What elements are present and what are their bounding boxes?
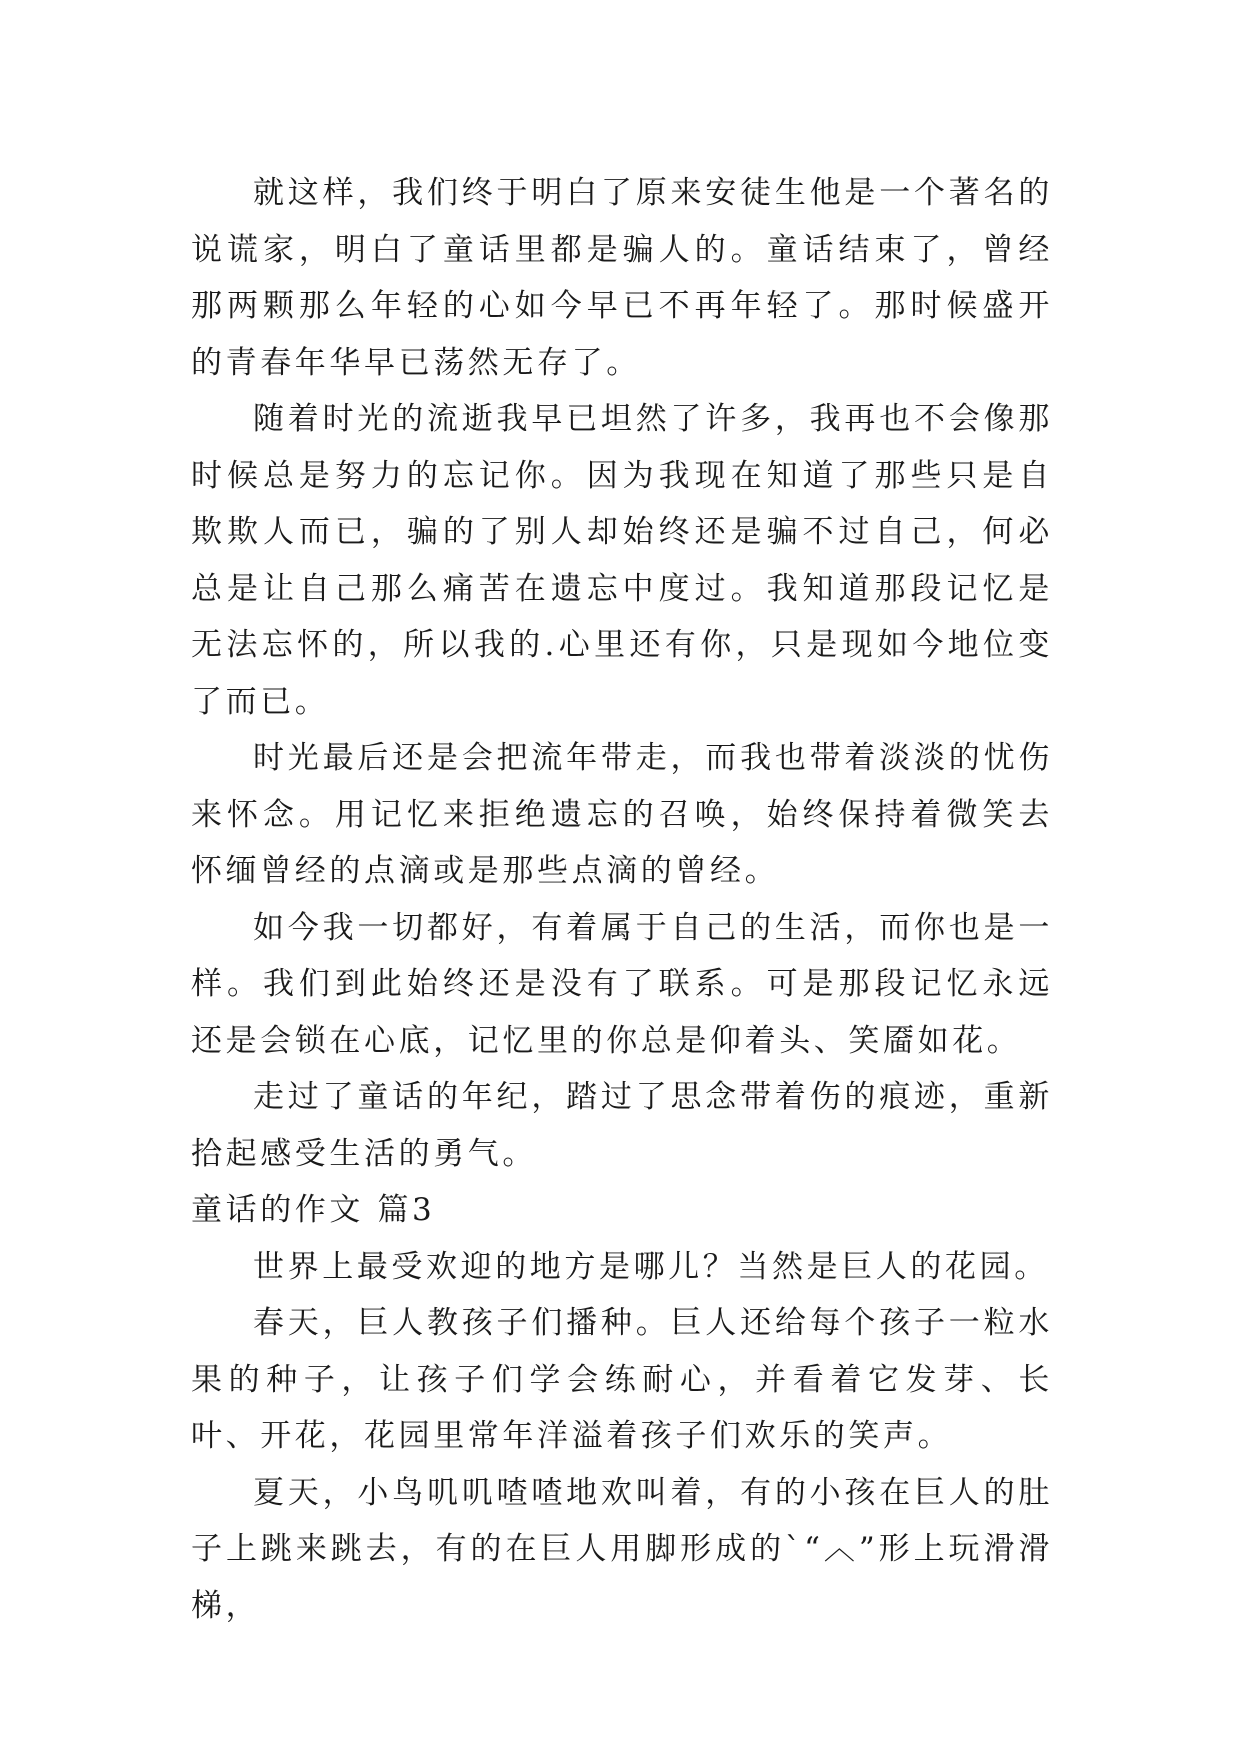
paragraph: 如今我一切都好，有着属于自己的生活，而你也是一样。我们到此始终还是没有了联系。可是那段记忆永远还是会锁在心底，记忆里的你总是仰着头、笑靥如花。 <box>191 909 1053 1059</box>
paragraph: 时光最后还是会把流年带走，而我也带着淡淡的忧伤来怀念。用记忆来拒绝遗忘的召唤，始终保持着微笑去怀缅曾经的点滴或是那些点滴的曾经。 <box>191 740 1053 889</box>
paragraph: 世界上最受欢迎的地方是哪儿？当然是巨人的花园。 <box>253 1248 1049 1285</box>
paragraph: 夏天，小鸟叽叽喳喳地欢叫着，有的小孩在巨人的肚子上跳来跳去，有的在巨人用脚形成的`“︿”形上玩滑滑梯， <box>191 1474 1053 1624</box>
document-body <box>191 165 1053 1634</box>
paragraph: 就这样，我们终于明白了原来安徒生他是一个著名的说谎家，明白了童话里都是骗人的。童话结束了，曾经那两颗那么年轻的心如今早已不再年轻了。那时候盛开的青春年华早已荡然无存了。 <box>191 175 1053 381</box>
section-heading: 童话的作文 篇3 <box>191 1192 436 1228</box>
paragraph: 随着时光的流逝我早已坦然了许多，我再也不会像那时候总是努力的忘记你。因为我现在知道了那些只是自欺欺人而已，骗的了别人却始终还是骗不过自己，何必总是让自己那么痛苦在遗忘中度过。我知道那段记忆是无法忘怀的，所以我的.心里还有你，只是现如今地位变了而已。 <box>191 401 1053 720</box>
paragraph: 春天，巨人教孩子们播种。巨人还给每个孩子一粒水果的种子，让孩子们学会练耐心，并看着它发芽、长叶、开花，花园里常年洋溢着孩子们欢乐的笑声。 <box>191 1305 1053 1454</box>
paragraph: 走过了童话的年纪，踏过了思念带着伤的痕迹，重新拾起感受生活的勇气。 <box>191 1079 1053 1172</box>
